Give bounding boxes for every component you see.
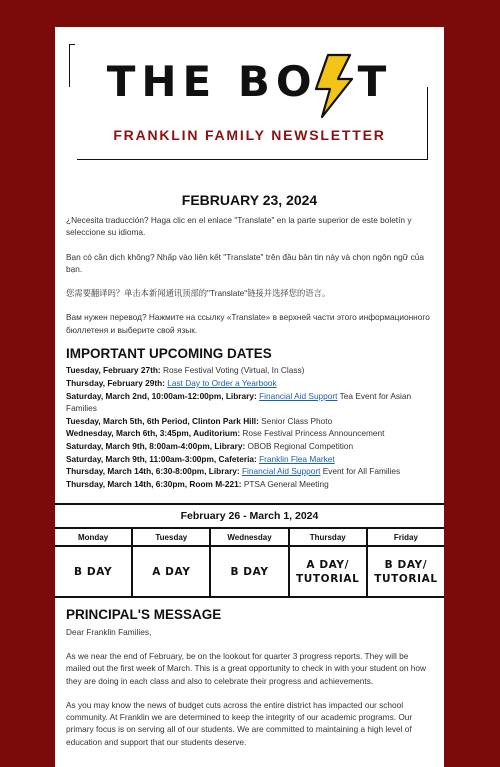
day-friday: Friday B DAY/ TUTORIAL [368, 529, 444, 596]
flea-market-link[interactable]: Franklin Flea Market [259, 453, 335, 464]
principal-greeting: Dear Franklin Families, [66, 626, 152, 637]
principal-message [55, 598, 444, 748]
event-item: Tuesday, March 5th, 6th Period, Clinton Park Hill: Senior Class Photo [66, 415, 333, 426]
issue-date: FEBRUARY 23, 2024 [181, 192, 318, 208]
yearbook-link[interactable]: Last Day to Order a Yearbook [167, 377, 277, 388]
day-monday: Monday B DAY [55, 529, 133, 596]
newsletter-title [55, 57, 444, 106]
week-days [55, 529, 444, 596]
day-tuesday: Tuesday A DAY [133, 529, 211, 596]
day-thursday: Thursday A DAY/ TUTORIAL [290, 529, 368, 596]
upcoming-dates-heading: IMPORTANT UPCOMING DATES [66, 346, 272, 362]
masthead [55, 27, 444, 177]
principal-heading: PRINCIPAL'S MESSAGE [66, 607, 222, 623]
title-right: T [357, 57, 393, 106]
financial-aid-link[interactable]: Financial Aid Support [259, 390, 338, 401]
translation-notes [55, 214, 444, 490]
events-list [66, 364, 434, 490]
financial-aid-link[interactable]: Financial Aid Support [241, 466, 321, 477]
lightning-bolt-icon [310, 53, 356, 119]
event-item: Thursday, March 14th, 6:30pm, Room M-221: PTSA General Meeting [66, 478, 329, 489]
week-schedule [55, 503, 444, 598]
event-item: Thursday, February 29th: Last Day to Order a Yearbook [66, 377, 277, 388]
event-item: Thursday, March 14th, 6:30-8:00pm, Library: Financial Aid Support Event for All Families [66, 466, 401, 477]
translation-russian: Вам нужен перевод? Нажмите на ссылку «Translate» в верхней части этого информационного бюллетеня и выберите свой язык. [66, 312, 430, 335]
week-title: February 26 - March 1, 2024 [55, 505, 444, 529]
principal-paragraph: As we near the end of February, be on the lookout for quarter 3 progress reports. They will be mailed out the first week of March. This is a great opportunity to check in with your student on how they are doing in each class and also to celebrate their progress and achievements. [66, 650, 427, 686]
newsletter-sheet [55, 27, 444, 767]
event-item: Wednesday, March 6th, 3:45pm, Auditorium: Rose Festival Princess Announcement [66, 428, 385, 439]
translation-vietnamese: Bạn có cần dịch không? Nhấp vào liên kết "Translate" trên đầu bản tin này và chọn ngôn ngữ của bạn. [66, 251, 424, 274]
translation-chinese: 您需要翻译吗？单击本新闻通讯顶部的"Translate"链接并选择您的语言。 [66, 288, 331, 299]
event-item: Saturday, March 2nd, 10:00am-12:00pm, Library: Financial Aid Support Tea Event for Asian Families [66, 390, 412, 414]
event-item: Tuesday, February 27th: Rose Festival Voting (Virtual, In Class) [66, 365, 305, 376]
newsletter-subtitle: FRANKLIN FAMILY NEWSLETTER [113, 127, 386, 143]
event-item: Saturday, March 9th, 11:00am-3:00pm, Cafeteria: Franklin Flea Market [66, 453, 335, 464]
title-left: THE BO [106, 57, 318, 106]
translation-spanish: ¿Necesita traducción? Haga clic en el enlace "Translate" en la parte superior de este boletín y seleccione su idioma. [66, 215, 412, 238]
day-wednesday: Wednesday B DAY [211, 529, 289, 596]
principal-paragraph: As you may know the news of budget cuts across the entire district has impacted our school community. At Franklin we are determined to keep the integrity of our academic programs. Our primary focus is on serving all of our students. We are committed to maintaining a high level of education and support that our students deserve. [66, 699, 413, 747]
event-item: Saturday, March 9th, 8:00am-4:00pm, Library: OBOB Regional Competition [66, 440, 354, 451]
